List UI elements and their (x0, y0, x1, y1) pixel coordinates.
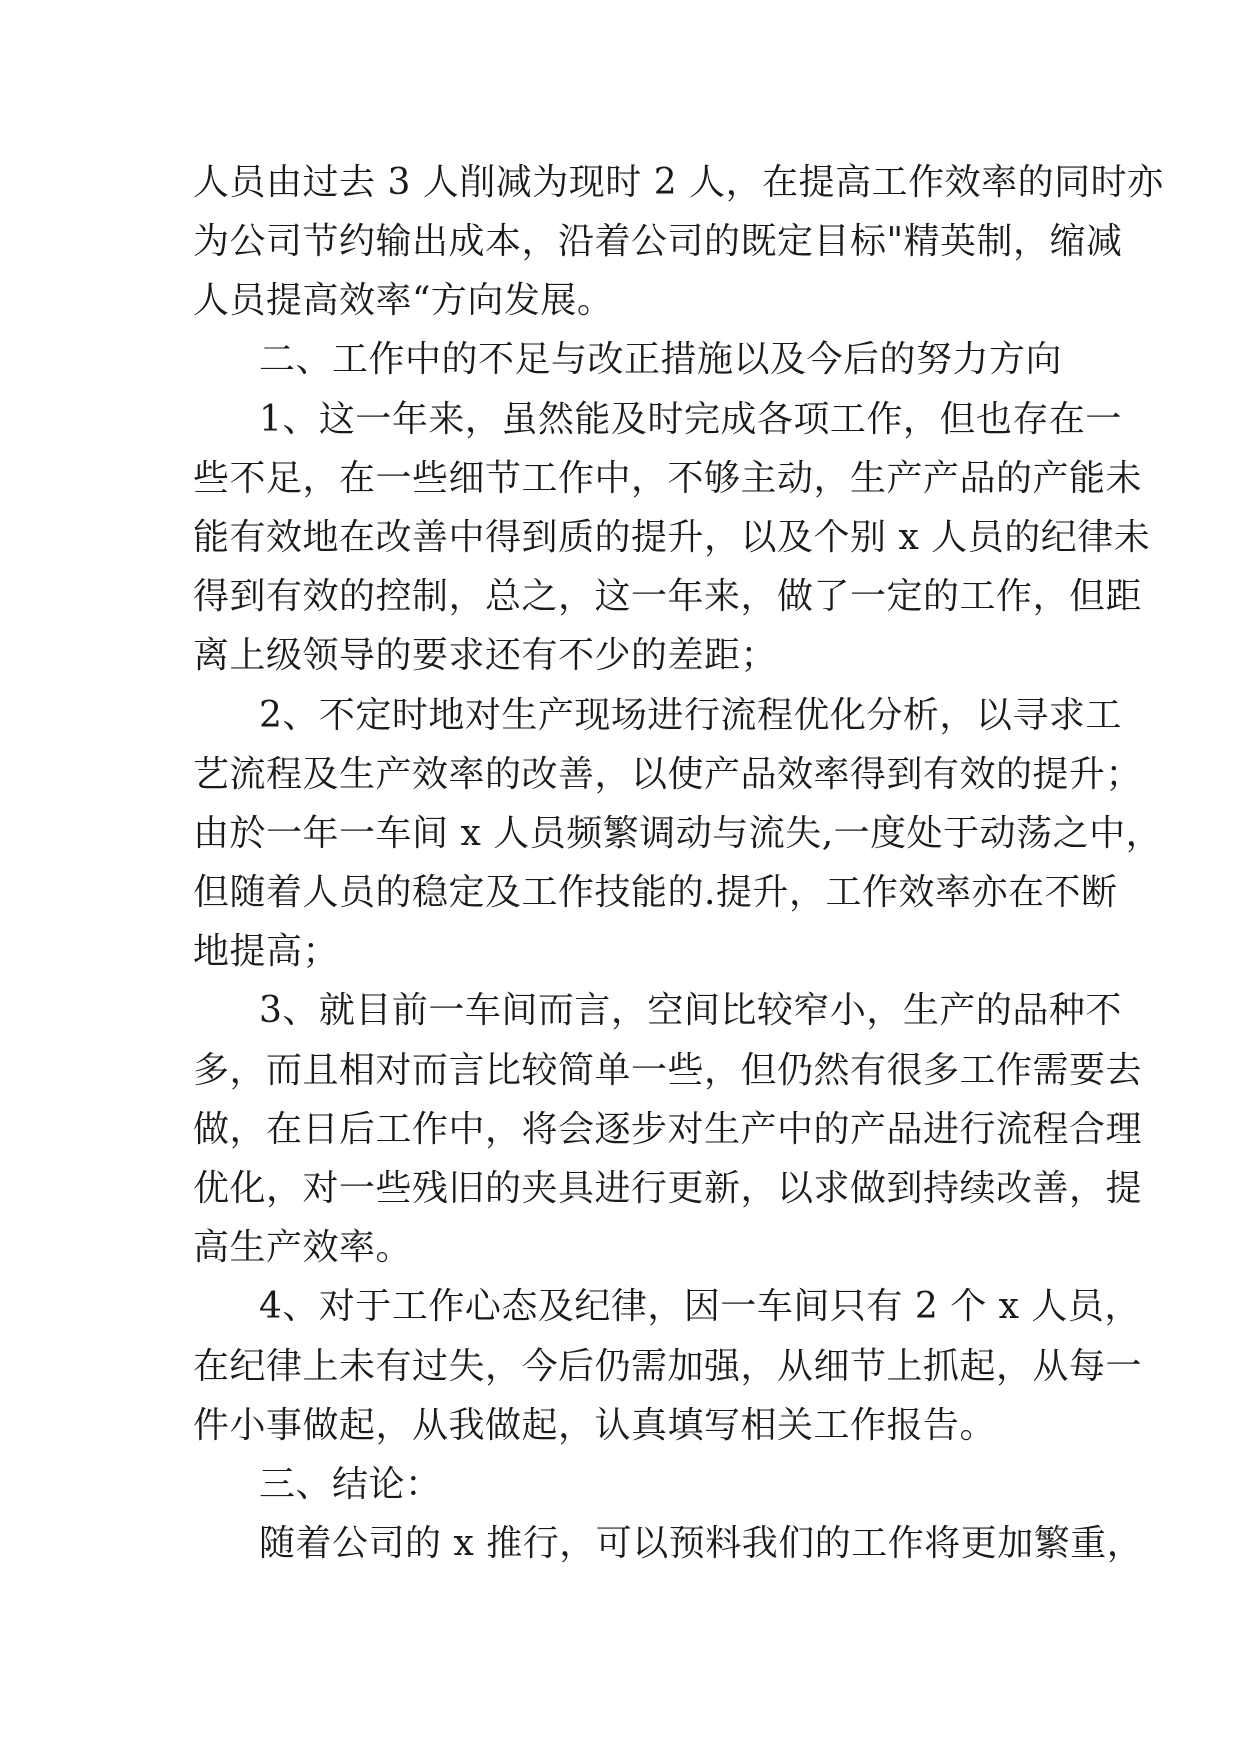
section-heading: 二、工作中的不足与改正措施以及今后的努力方向 (259, 339, 1063, 380)
text-line: 地提高； (193, 931, 340, 972)
text-line: 得到有效的控制，总之，这一年来，做了一定的工作，但距 (193, 576, 1143, 617)
text-line: 但随着人员的稳定及工作技能的.提升，工作效率亦在不断 (193, 872, 1118, 913)
text-line: 艺流程及生产效率的改善，以使产品效率得到有效的提升； (193, 754, 1143, 795)
text-line: 1、这一年来，虽然能及时完成各项工作，但也存在一 (259, 399, 1122, 440)
section-heading: 三、结论： (259, 1464, 442, 1505)
text-line: 3、就目前一车间而言，空间比较窄小，生产的品种不 (259, 990, 1122, 1031)
text-line: 些不足，在一些细节工作中，不够主动，生产产品的产能未 (193, 458, 1143, 499)
text-line: 能有效地在改善中得到质的提升，以及个别 x 人员的纪律未 (193, 517, 1151, 558)
text-line: 多，而且相对而言比较简单一些，但仍然有很多工作需要去 (193, 1050, 1143, 1091)
text-line: 人员提高效率“方向发展。 (193, 280, 614, 321)
text-line: 随着公司的 x 推行，可以预料我们的工作将更加繁重， (259, 1523, 1144, 1564)
text-line: 在纪律上未有过失，今后仍需加强，从细节上抓起，从每一 (193, 1346, 1143, 1387)
text-line: 优化，对一些残旧的夹具进行更新，以求做到持续改善，提 (193, 1168, 1143, 1209)
text-line: 做，在日后工作中，将会逐步对生产中的产品进行流程合理 (193, 1109, 1143, 1150)
text-line: 4、对于工作心态及纪律，因一车间只有 2 个 x 人员， (259, 1286, 1141, 1327)
text-line: 由於一年一车间 x 人员频繁调动与流失,一度处于动荡之中， (193, 813, 1163, 854)
text-line: 为公司节约输出成本，沿着公司的既定目标"精英制，缩减 (193, 221, 1123, 262)
text-line: 件小事做起，从我做起，认真填写相关工作报告。 (193, 1405, 997, 1446)
text-line: 人员由过去 3 人削减为现时 2 人，在提高工作效率的同时亦 (193, 162, 1164, 203)
text-line: 高生产效率。 (193, 1227, 413, 1268)
text-line: 离上级领导的要求还有不少的差距； (193, 635, 778, 676)
text-line: 2、不定时地对生产现场进行流程优化分析，以寻求工 (259, 695, 1122, 736)
